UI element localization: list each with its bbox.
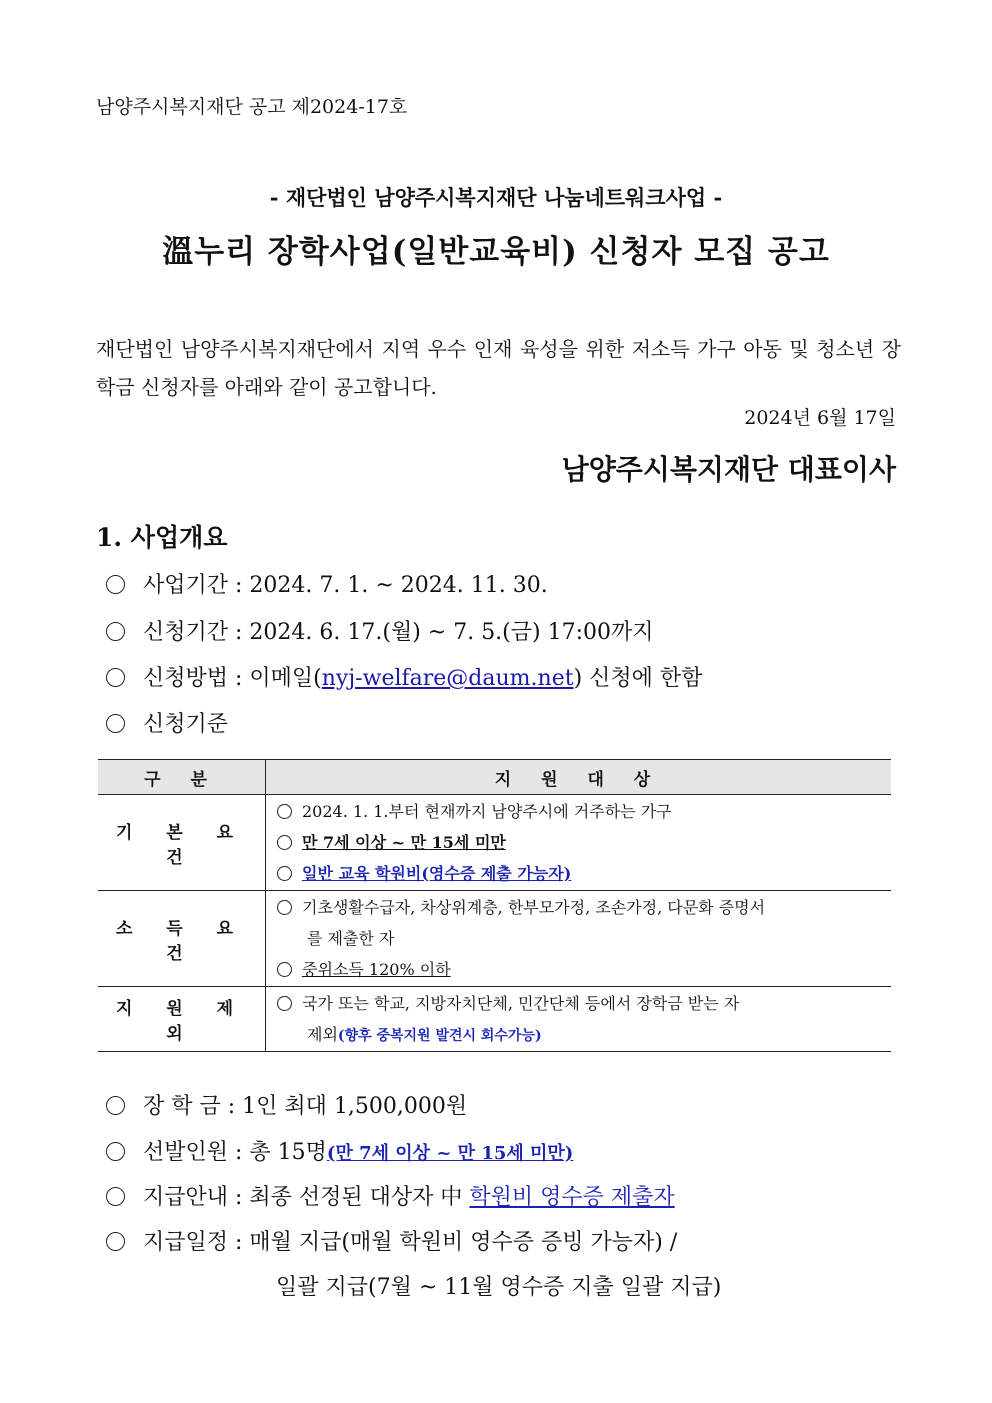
item-schedule: [106, 1225, 677, 1256]
item-criteria: [106, 707, 228, 738]
notice-date: 2024년 6월 17일: [744, 407, 896, 429]
circle-bullet-icon: [106, 575, 125, 594]
circle-bullet-icon: [277, 804, 292, 819]
item-label: 지급안내 :: [143, 1185, 250, 1210]
circle-bullet-icon: [106, 1142, 125, 1161]
item-value: 이메일(: [249, 666, 322, 691]
table-header-row: [98, 760, 891, 795]
item-business-period: [106, 568, 548, 599]
row-label: 기 본 요 건: [98, 795, 266, 891]
circle-bullet-icon: [277, 835, 292, 850]
item-value: 매월 지급(매월 학원비 영수증 증빙 가능자) /: [249, 1230, 678, 1255]
item-value-suffix: ) 신청에 한함: [573, 666, 703, 691]
circle-bullet-icon: [106, 714, 125, 733]
list-item: 기초생활수급자, 차상위계층, 한부모가정, 조손가정, 다문화 증명서: [267, 892, 890, 923]
item-apply-period: [106, 615, 654, 646]
row-label: 소 득 요 건: [98, 891, 266, 987]
circle-bullet-icon: [277, 866, 292, 881]
item-value: 1인 최대 1,500,000원: [242, 1094, 468, 1119]
item-value: 총 15명: [249, 1140, 327, 1165]
list-item: 2024. 1. 1.부터 현재까지 남양주시에 거주하는 가구: [267, 796, 890, 827]
criteria-table: [98, 759, 891, 1052]
item-label: 장 학 금 :: [143, 1094, 243, 1119]
organization-signature: 남양주시복지재단 대표이사: [561, 453, 896, 486]
item-payment: [106, 1180, 675, 1211]
circle-bullet-icon: [277, 996, 292, 1011]
row-label: 지 원 제 외: [98, 987, 266, 1052]
row-content: [266, 795, 892, 891]
page-title: 溫누리 장학사업(일반교육비) 신청자 모집 공고: [162, 234, 830, 270]
notice-number: 남양주시복지재단 공고 제2024-17호: [96, 96, 408, 118]
circle-bullet-icon: [277, 900, 292, 915]
table-row: [98, 891, 891, 987]
item-selection: [106, 1135, 573, 1166]
item-label: 사업기간 :: [143, 573, 250, 598]
item-value: 2024. 6. 17.(월) ~ 7. 5.(금) 17:00까지: [249, 620, 654, 645]
circle-bullet-icon: [106, 668, 125, 687]
circle-bullet-icon: [106, 1096, 125, 1115]
table-row: [98, 795, 891, 891]
list-item: 일반 교육 학원비(영수증 제출 가능자): [267, 858, 890, 889]
payment-highlight: 학원비 영수증 제출자: [469, 1185, 675, 1210]
item-value: 2024. 7. 1. ~ 2024. 11. 30.: [249, 573, 548, 598]
item-label: 선발인원 :: [143, 1140, 250, 1165]
table-row: [98, 987, 891, 1052]
circle-bullet-icon: [106, 1187, 125, 1206]
circle-bullet-icon: [277, 962, 292, 977]
row-content: [266, 987, 892, 1052]
item-apply-method: [106, 661, 702, 692]
item-value: 최종 선정된 대상자 中: [249, 1185, 470, 1210]
item-label: 신청기간 :: [143, 620, 250, 645]
table-header-target: 지 원 대 상: [266, 760, 892, 795]
email-link[interactable]: nyj-welfare@daum.net: [321, 666, 574, 691]
circle-bullet-icon: [106, 622, 125, 641]
subtitle: - 재단법인 남양주시복지재단 나눔네트워크사업 -: [269, 185, 723, 210]
row-content: [266, 891, 892, 987]
item-scholarship: [106, 1089, 467, 1120]
item-label: 지급일정 :: [143, 1230, 250, 1255]
section-title: 1. 사업개요: [96, 523, 228, 552]
list-item-continuation: 를 제출한 자: [307, 929, 395, 948]
list-item-continuation: 제외(향후 중복지원 발견시 회수가능): [307, 1025, 542, 1044]
list-item: 중위소득 120% 이하: [267, 954, 890, 985]
item-label: 신청기준: [143, 712, 229, 737]
circle-bullet-icon: [106, 1232, 125, 1251]
table-header-category: 구 분: [98, 760, 266, 795]
item-schedule-continuation: 일괄 지급(7월 ~ 11월 영수증 지출 일괄 지급): [276, 1275, 722, 1300]
item-label: 신청방법 :: [143, 666, 250, 691]
selection-note: (만 7세 이상 ~ 만 15세 미만): [326, 1143, 574, 1164]
list-item: 국가 또는 학교, 지방자치단체, 민간단체 등에서 장학금 받는 자: [267, 988, 890, 1019]
list-item: 만 7세 이상 ~ 만 15세 미만: [267, 827, 890, 858]
intro-paragraph: 재단법인 남양주시복지재단에서 지역 우수 인재 육성을 위한 저소득 가구 아동 및 청소년 장학금 신청자를 아래와 같이 공고합니다.: [96, 337, 901, 399]
